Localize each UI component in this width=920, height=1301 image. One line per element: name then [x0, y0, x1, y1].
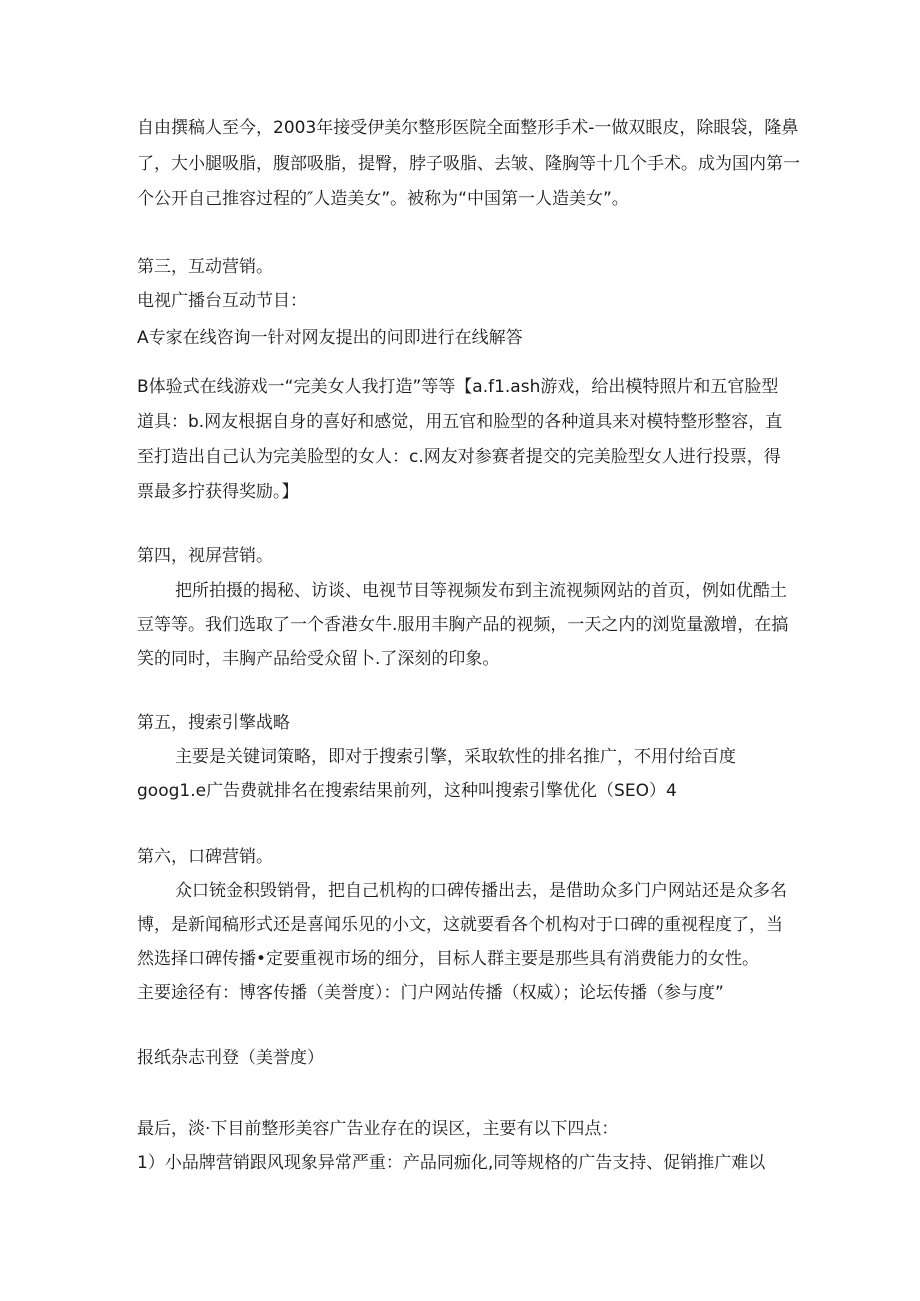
section3-item-b-line-1: B体验式在线游戏一“完美女人我打造”等等【a.f1.ash游戏，给出模特照片和五官脸型 [137, 377, 779, 397]
section6-newspaper: 报纸杂志刊登（美誉度） [137, 1048, 324, 1068]
intro-line-2: 了，大小腿吸脂，腹部吸脂，提臀，脖子吸脂、去皱、隆胸等十几个手术。成为国内第一 [137, 154, 800, 174]
section4-line-3: 笑的同时，丰胸产品给受众留卜.了深刻的印象。 [137, 649, 500, 669]
section6-line-2: 博，是新闻稿形式还是喜闻乐见的小文，这就要看各个机构对于口碑的重视程度了，当 [137, 915, 783, 935]
section3-item-b-line-3: 至打造出自己认为完美脸型的女人：c.网友对参赛者提交的完美脸型女人进行投票，得 [137, 447, 781, 467]
section5-line-1: 主要是关键词策略，即对于搜索引擎，采取软性的排名推广，不用付给百度 [175, 747, 736, 767]
section6-heading: 第六，口碑营销。 [137, 847, 273, 867]
section6-line-3: 然选择口碑传播•定要重视市场的细分，目标人群主要是那些具有消费能力的女性。 [137, 949, 760, 969]
section5-line-2: goog1.e广告费就排名在搜索结果前列，这种叫搜索引擎优化（SEO）4 [137, 781, 677, 801]
section3-item-a: A专家在线咨询一针对网友提出的问即进行在线解答 [137, 328, 523, 348]
section6-channels: 主要途径有：博客传播（美誉度）：门户网站传播（权威）；论坛传播（参与度” [137, 983, 724, 1003]
intro-line-1: 自由撰稿人至今，2003年接受伊美尔整形医院全面整形手术-一做双眼皮，除眼袋，隆鼻 [137, 118, 799, 138]
section3-item-b-line-4: 票最多拧获得奖励。】 [137, 482, 299, 502]
section6-line-1: 众口铳金积毁销骨，把自己机构的口碑传播出去，是借助众多门户网站还是众多名 [175, 881, 787, 901]
section3-heading: 第三，互动营销。 [137, 257, 273, 277]
section3-subheading: 电视广播台互动节目： [137, 291, 307, 311]
section4-line-1: 把所拍摄的揭秘、访谈、电视节目等视频发布到主流视频网站的首页，例如优酷土 [175, 581, 787, 601]
intro-line-3: 个公开自己推容过程的″人造美女”。被称为“中国第一人造美女”。 [137, 189, 629, 209]
section3-item-b-line-2: 道具：b.网友根据自身的喜好和感觉，用五官和脸型的各种道具来对模特整形整容，直 [137, 412, 783, 432]
section4-line-2: 豆等等。我们选取了一个香港女牛.服用丰胸产品的视频，一天之内的浏览量激增，在搞 [137, 615, 789, 635]
conclusion-intro: 最后，淡·下目前整形美容广告业存在的误区，主要有以下四点： [137, 1119, 619, 1139]
section4-heading: 第四，视屏营销。 [137, 546, 273, 566]
section5-heading: 第五，搜索引擎战略 [137, 713, 290, 733]
conclusion-point-1: 1）小品牌营销跟风现象异常严重：产品同痂化,同等规格的广告支持、促销推广难以 [137, 1153, 766, 1173]
